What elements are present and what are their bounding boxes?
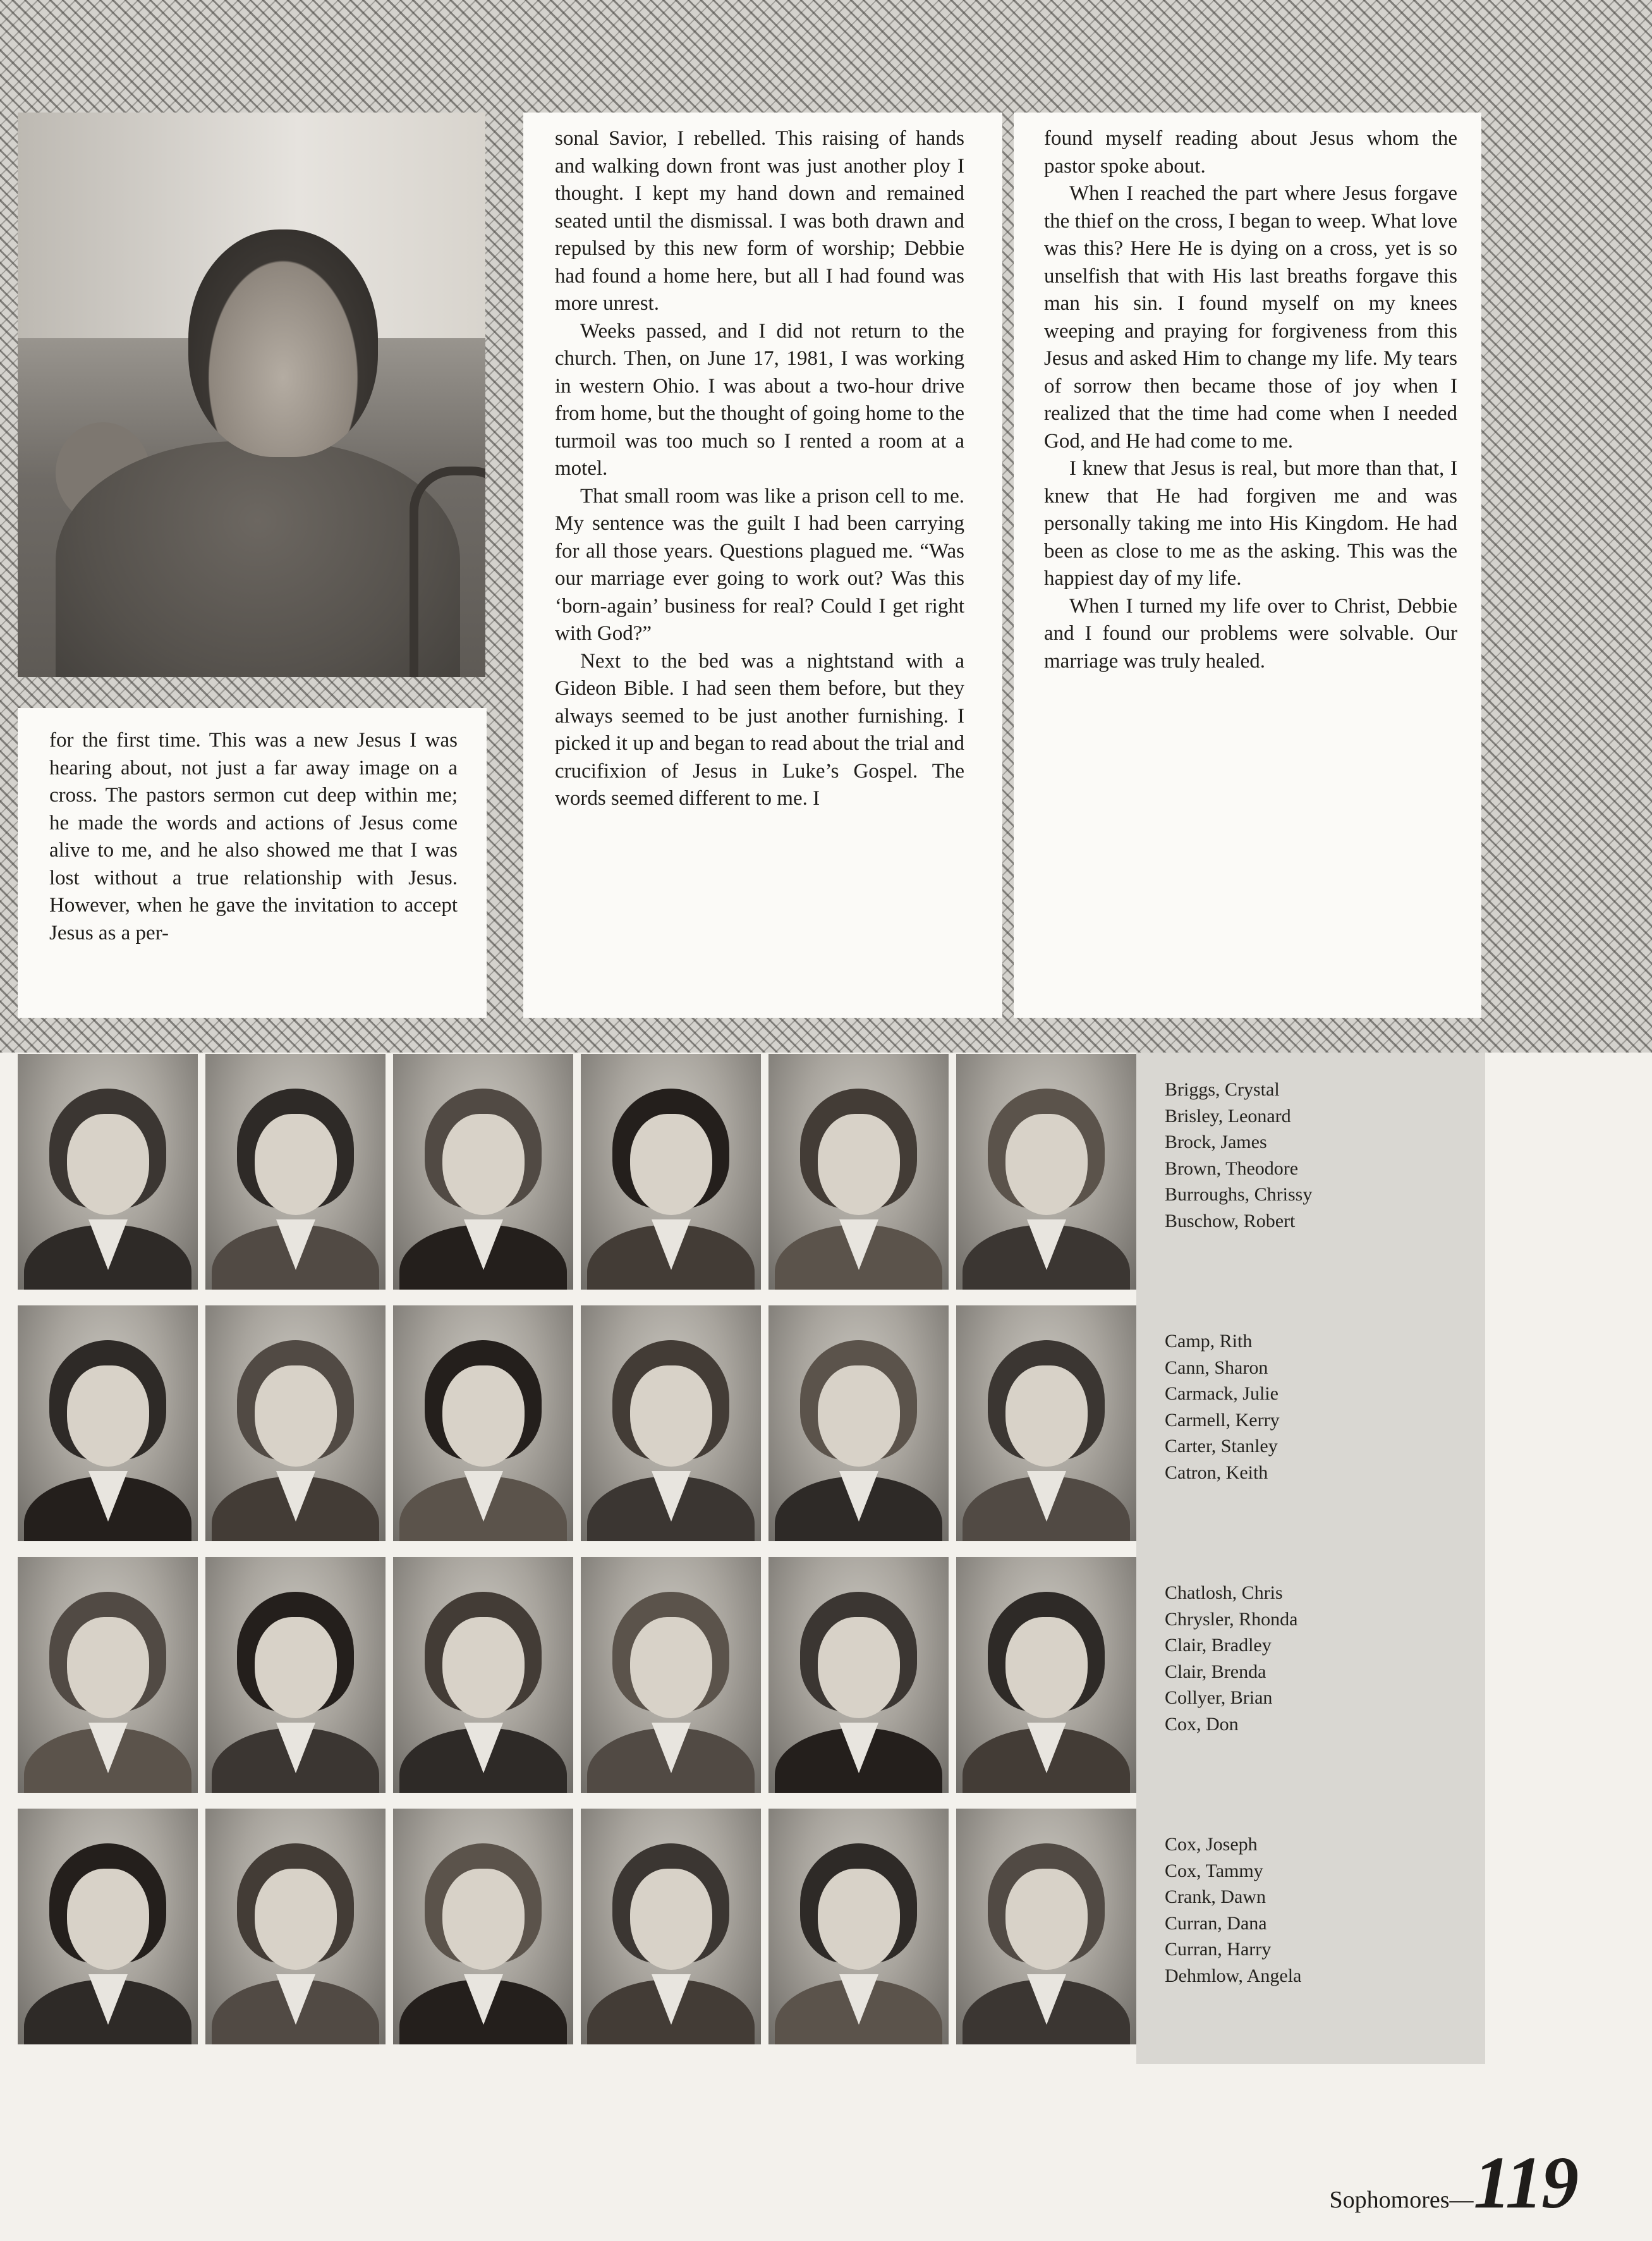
student-portrait bbox=[393, 1305, 573, 1541]
names-list-row-4 bbox=[1165, 1831, 1301, 1989]
student-portrait bbox=[205, 1054, 386, 1290]
student-name: Carter, Stanley bbox=[1165, 1436, 1278, 1456]
story-column-middle bbox=[523, 113, 1002, 1018]
student-portrait bbox=[18, 1809, 198, 2044]
student-portrait bbox=[581, 1054, 761, 1290]
student-portrait bbox=[393, 1054, 573, 1290]
student-portrait bbox=[393, 1557, 573, 1793]
student-name: Clair, Brenda bbox=[1165, 1661, 1266, 1682]
story-column-right bbox=[1014, 113, 1481, 1018]
student-name: Collyer, Brian bbox=[1165, 1687, 1273, 1708]
student-name: Brock, James bbox=[1165, 1132, 1267, 1152]
student-portrait bbox=[205, 1809, 386, 2044]
student-name: Briggs, Crystal bbox=[1165, 1079, 1280, 1100]
names-list-row-3 bbox=[1165, 1580, 1297, 1737]
student-name: Cox, Don bbox=[1165, 1713, 1239, 1735]
student-name: Clair, Bradley bbox=[1165, 1635, 1272, 1656]
student-portrait bbox=[18, 1557, 198, 1793]
student-name: Dehmlow, Angela bbox=[1165, 1965, 1302, 1986]
story-middle-text bbox=[555, 125, 964, 813]
student-portrait bbox=[393, 1809, 573, 2044]
student-name: Buschow, Robert bbox=[1165, 1210, 1296, 1231]
student-portrait bbox=[768, 1557, 949, 1793]
student-name: Chrysler, Rhonda bbox=[1165, 1608, 1298, 1630]
page-footer bbox=[1330, 2140, 1578, 2226]
student-portrait bbox=[768, 1054, 949, 1290]
student-name: Brown, Theodore bbox=[1165, 1157, 1299, 1179]
student-name: Curran, Harry bbox=[1165, 1939, 1272, 1960]
story-paragraph: Next to the bed was a nightstand with a Gideon Bible. I had seen them before, but they always seemed to be just another furnishing. I picked it up and began to read about the trial and crucifixion of Jesus in Luke’s Gospel. The words seemed different to me. I bbox=[555, 649, 964, 810]
student-name: Cox, Joseph bbox=[1165, 1834, 1258, 1855]
student-name: Chatlosh, Chris bbox=[1165, 1582, 1283, 1603]
names-list-row-1 bbox=[1165, 1077, 1312, 1234]
story-paragraph: for the first time. This was a new Jesus I was hearing about, not just a far away image on a cross. The pastors sermon cut deep within me; he made the words and actions of Jesus come alive to me, and he also showed me that I was lost without a true relationship with Jesus. However, when he gave the invitation to accept Jesus as a per- bbox=[49, 729, 458, 944]
story-paragraph: found myself reading about Jesus whom the pastor spoke about. bbox=[1044, 127, 1457, 178]
student-name: Carmack, Julie bbox=[1165, 1383, 1278, 1404]
story-paragraph: When I turned my life over to Christ, Debbie and I found our problems were solvable. Our marriage was truly healed. bbox=[1044, 594, 1457, 673]
student-portrait bbox=[956, 1809, 1136, 2044]
story-paragraph: I knew that Jesus is real, but more than that, I knew that He had forgiven me and was personally taking me into His Kingdom. He had been as close to me as the asking. This was the happiest day of my life. bbox=[1044, 457, 1457, 590]
story-column-left bbox=[18, 708, 487, 1018]
student-portrait bbox=[956, 1305, 1136, 1541]
student-name: Crank, Dawn bbox=[1165, 1886, 1266, 1907]
student-portrait bbox=[205, 1305, 386, 1541]
student-portrait bbox=[956, 1557, 1136, 1793]
feature-photo bbox=[18, 113, 485, 677]
story-paragraph: sonal Savior, I rebelled. This raising of hands and walking down front was just another ploy I thought. I kept my hand down and remained seated until the dismissal. I was both drawn and repulsed by this new form of worship; Debbie had found a home here, but all I had found was more unrest. bbox=[555, 127, 964, 315]
student-portrait bbox=[581, 1305, 761, 1541]
student-name: Cann, Sharon bbox=[1165, 1357, 1268, 1378]
story-left-text bbox=[49, 727, 458, 947]
names-list-row-2 bbox=[1165, 1328, 1280, 1486]
student-name: Catron, Keith bbox=[1165, 1462, 1268, 1483]
student-portrait bbox=[768, 1809, 949, 2044]
student-name: Camp, Rith bbox=[1165, 1331, 1253, 1352]
story-paragraph: When I reached the part where Jesus forgave the thief on the cross, I began to weep. What love was this? Here He is dying on a cross, yet is so unselfish that with His last breaths forgave this man his sin. I found myself on my knees weeping and praying for forgiveness from this Jesus and asked Him to change my life. My tears of sorrow then became those of joy when I realized that the time had come when I needed God, and He had come to me. bbox=[1044, 182, 1457, 453]
student-portrait bbox=[956, 1054, 1136, 1290]
student-portrait bbox=[581, 1809, 761, 2044]
student-name: Brisley, Leonard bbox=[1165, 1105, 1291, 1127]
story-paragraph: That small room was like a prison cell to me. My sentence was the guilt I had been carrying for all those years. Questions plagued me. “Was our marriage ever going to work out? Was this ‘born-again’ business for real? Could I get right with God?” bbox=[555, 484, 964, 645]
page-number: 119 bbox=[1473, 2141, 1577, 2224]
student-portrait bbox=[18, 1305, 198, 1541]
student-portrait bbox=[581, 1557, 761, 1793]
student-name: Carmell, Kerry bbox=[1165, 1409, 1280, 1431]
student-name: Curran, Dana bbox=[1165, 1912, 1267, 1934]
story-paragraph: Weeks passed, and I did not return to the church. Then, on June 17, 1981, I was working in western Ohio. I was about a two-hour drive from home, but the thought of going home to the turmoil was too much so I rented a room at a motel. bbox=[555, 319, 964, 480]
story-right-text bbox=[1044, 125, 1457, 675]
student-portrait bbox=[768, 1305, 949, 1541]
section-label: Sophomores— bbox=[1329, 2187, 1474, 2213]
student-portrait bbox=[18, 1054, 198, 1290]
student-name: Burroughs, Chrissy bbox=[1165, 1184, 1313, 1205]
student-name: Cox, Tammy bbox=[1165, 1860, 1263, 1881]
student-portrait bbox=[205, 1557, 386, 1793]
